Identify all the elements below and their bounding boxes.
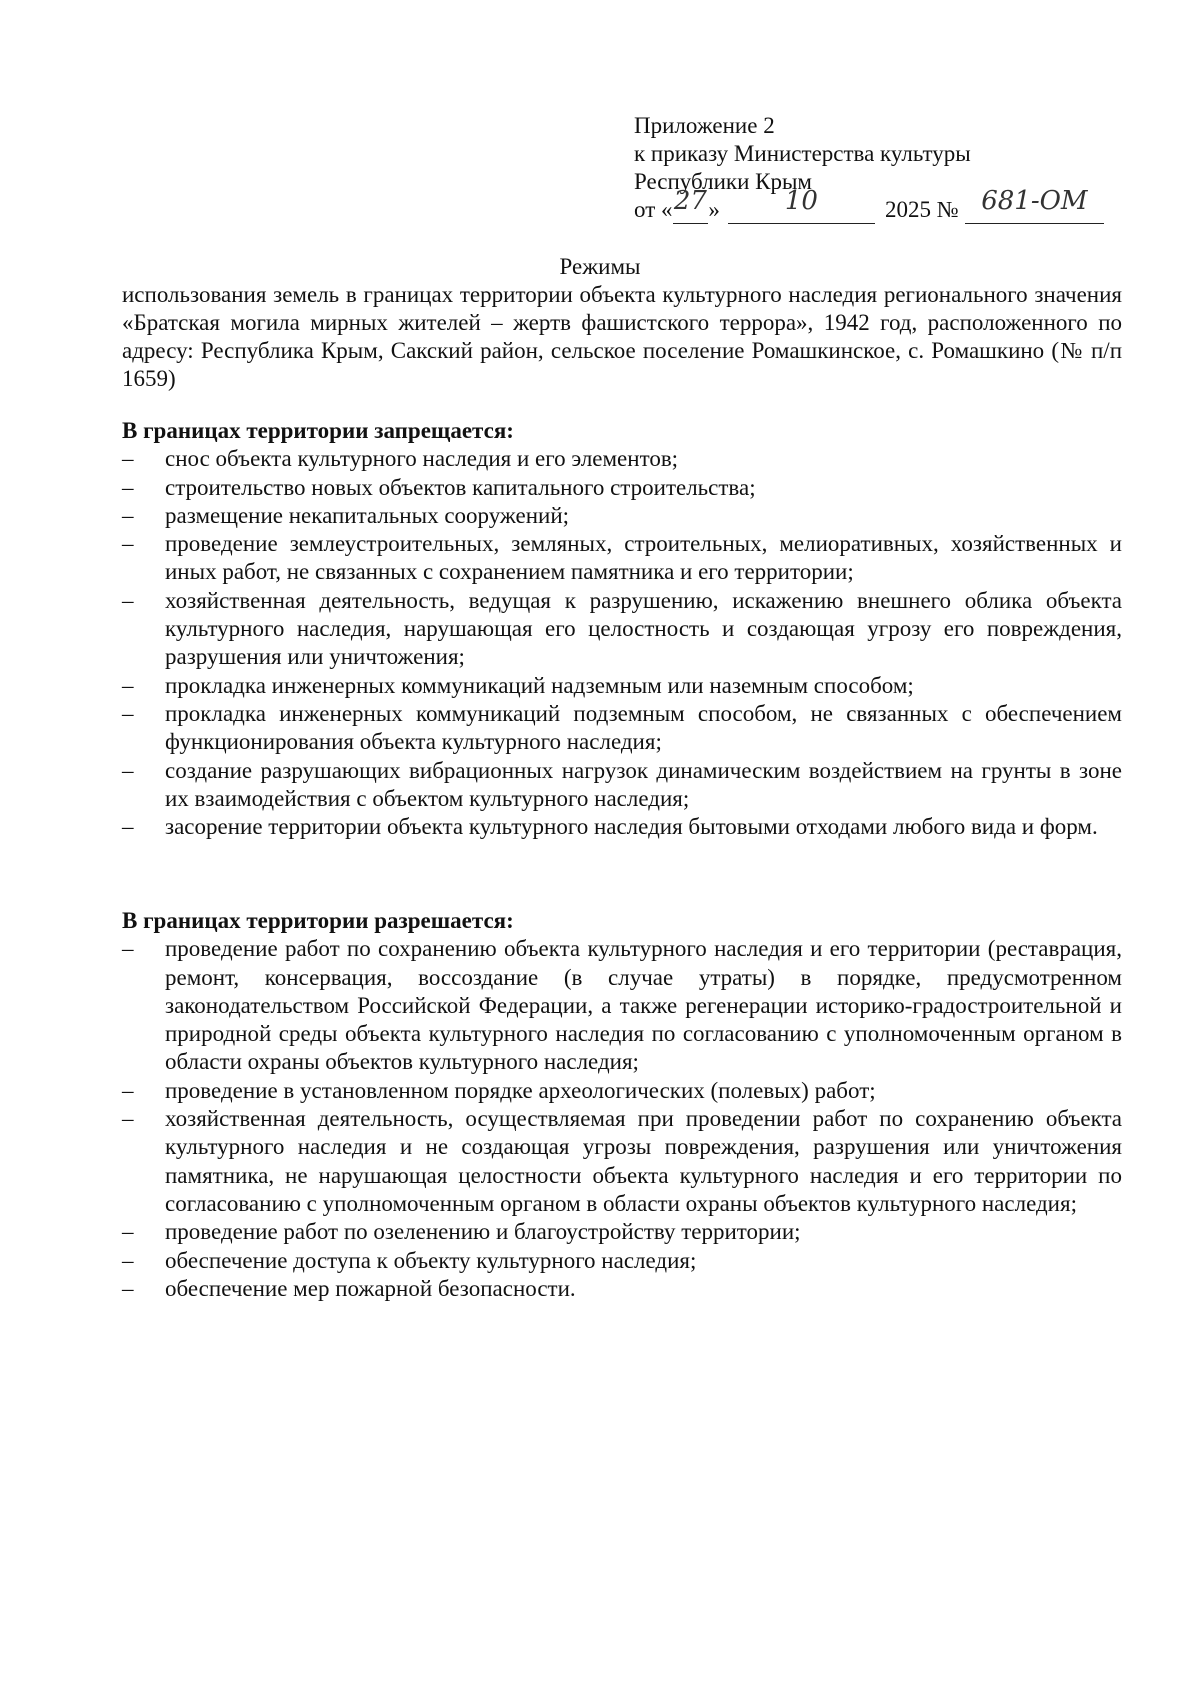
list-item bbox=[122, 1275, 1122, 1303]
list-item-text: проведение работ по сохранению объекта культурного наследия и его территории (реставрация, ремонт, консервация, воссоздание (в случае утраты) в порядке, предусмотренном законодательством Российской Федерации, а также регенерации историко-градостроительной и природной среды объекта культурного наследия по согласованию с уполномоченным органом в области охраны объектов культурного наследия; bbox=[165, 936, 1122, 1075]
list-item-text: засорение территории объекта культурного наследия бытовыми отходами любого вида и форм. bbox=[165, 814, 1098, 840]
forbidden-list bbox=[122, 445, 1122, 841]
date-month: 10 bbox=[784, 186, 818, 216]
dash-marker: – bbox=[122, 757, 134, 783]
list-item-text: прокладка инженерных коммуникаций надземным или наземным способом; bbox=[165, 672, 914, 698]
document-intro: использования земель в границах территории объекта культурного наследия регионального значения «Братская могила мирных жителей – жертв фашистского террора», 1942 год, расположенного по адресу: Республика Крым, Сакский район, сельское поселение Ромашкинское, с. Ромашкино (№ п/п 1659) bbox=[122, 282, 1122, 391]
dash-marker: – bbox=[122, 814, 134, 840]
list-item-text: прокладка инженерных коммуникаций подземным способом, не связанных с обеспечением функционирования объекта культурного наследия; bbox=[165, 700, 1122, 755]
dash-marker: – bbox=[122, 936, 134, 962]
list-item-text: размещение некапитальных сооружений; bbox=[165, 502, 570, 528]
list-item bbox=[122, 1105, 1122, 1218]
dash-marker: – bbox=[122, 446, 134, 472]
forbidden-heading: В границах территории запрещается: bbox=[122, 418, 514, 443]
document-title: Режимы bbox=[559, 254, 641, 279]
list-item bbox=[122, 530, 1122, 587]
dash-marker: – bbox=[122, 587, 134, 613]
date-day: 27 bbox=[673, 186, 707, 216]
date-year-number-label: 2025 № bbox=[885, 197, 959, 222]
list-item-text: строительство новых объектов капитального строительства; bbox=[165, 474, 756, 500]
list-item bbox=[122, 757, 1122, 814]
allowed-section bbox=[122, 907, 1122, 1303]
forbidden-section bbox=[122, 417, 1122, 841]
dash-marker: – bbox=[122, 700, 134, 726]
list-item bbox=[122, 587, 1122, 672]
dash-marker: – bbox=[122, 1247, 134, 1273]
appendix-block bbox=[634, 112, 1104, 224]
list-item-text: проведение землеустроительных, земляных, строительных, мелиоративных, хозяйственных и иных работ, не связанных с сохранением памятника и его территории; bbox=[165, 531, 1122, 585]
list-item bbox=[122, 474, 1122, 502]
list-item bbox=[122, 813, 1122, 841]
date-prefix: от « bbox=[634, 197, 673, 222]
dash-marker: – bbox=[122, 1219, 134, 1245]
list-item bbox=[122, 1077, 1122, 1105]
list-item bbox=[122, 1218, 1122, 1246]
list-item bbox=[122, 502, 1122, 530]
date-quote-close: » bbox=[708, 197, 720, 222]
list-item-text: хозяйственная деятельность, ведущая к разрушению, искажению внешнего облика объекта культурного наследия, нарушающая его целостность и создающая угрозу его повреждения, разрушения или уничтожения; bbox=[165, 587, 1122, 670]
handwritten-order-number bbox=[965, 186, 1104, 224]
dash-marker: – bbox=[122, 502, 134, 528]
list-item bbox=[122, 700, 1122, 757]
handwritten-day bbox=[673, 186, 709, 224]
handwritten-month bbox=[728, 186, 875, 224]
list-item-text: обеспечение мер пожарной безопасности. bbox=[165, 1275, 576, 1301]
order-number: 681-ОМ bbox=[981, 186, 1088, 216]
allowed-list bbox=[122, 935, 1122, 1303]
list-item bbox=[122, 1247, 1122, 1275]
dash-marker: – bbox=[122, 1077, 134, 1103]
list-item-text: создание разрушающих вибрационных нагрузок динамическим воздействием на грунты в зоне их взаимодействия с объектом культурного наследия; bbox=[165, 757, 1122, 811]
appendix-label: Приложение 2 bbox=[634, 113, 775, 138]
dash-marker: – bbox=[122, 1275, 134, 1301]
dash-marker: – bbox=[122, 474, 134, 500]
allowed-heading: В границах территории разрешается: bbox=[122, 908, 514, 933]
list-item-text: хозяйственная деятельность, осуществляемая при проведении работ по сохранению объекта культурного наследия и не создающая угрозы повреждения, разрушения или уничтожения памятника, не нарушающая целостности объекта культурного наследия и его территории по согласованию с уполномоченным органом в области охраны объектов культурного наследия; bbox=[165, 1106, 1122, 1216]
dash-marker: – bbox=[122, 672, 134, 698]
appendix-order-ref: к приказу Министерства культуры bbox=[634, 141, 971, 166]
dash-marker: – bbox=[122, 531, 134, 557]
appendix-republic: Республики Крым bbox=[634, 169, 812, 194]
list-item-text: проведение в установленном порядке археологических (полевых) работ; bbox=[165, 1077, 876, 1103]
appendix-date-line bbox=[634, 186, 1104, 224]
list-item-text: снос объекта культурного наследия и его элементов; bbox=[165, 446, 679, 472]
list-item-text: обеспечение доступа к объекту культурного наследия; bbox=[165, 1247, 697, 1273]
list-item bbox=[122, 935, 1122, 1076]
list-item bbox=[122, 672, 1122, 700]
list-item-text: проведение работ по озеленению и благоустройству территории; bbox=[165, 1219, 801, 1245]
dash-marker: – bbox=[122, 1106, 134, 1132]
list-item bbox=[122, 445, 1122, 473]
